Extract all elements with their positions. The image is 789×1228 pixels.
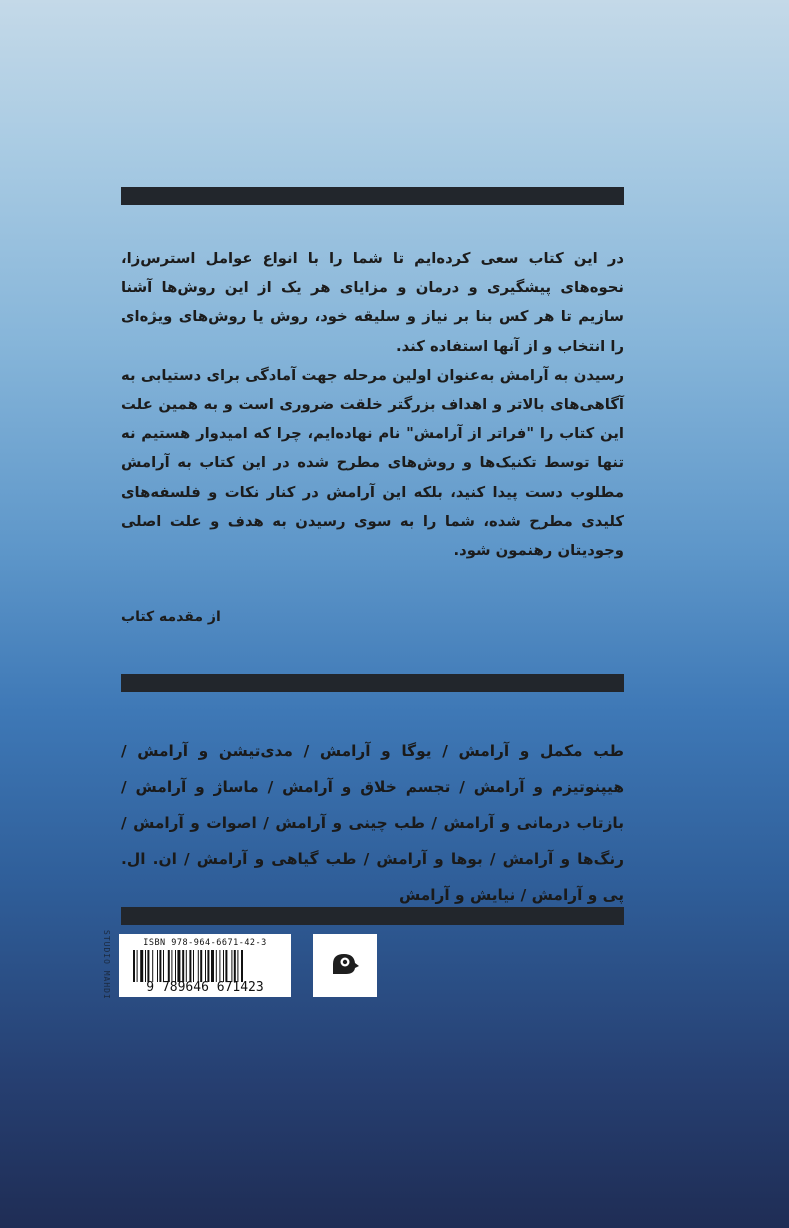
barcode-bar [140,950,143,982]
barcode-bar [159,950,161,982]
barcode-digits: 9 789646 671423 [146,980,264,995]
barcode-bar [163,950,164,982]
barcode-bar [219,950,220,982]
barcode-bar [175,950,176,982]
barcode-bar [137,950,138,982]
barcode-bar [198,950,199,982]
barcode-bar [133,950,135,982]
barcode-bar [234,950,236,982]
intro-paragraph-2: رسیدن به آرامش به‌عنوان اولین مرحله جهت آمادگی برای دستیابی به آگاهی‌های بالاتر و اهداف بزرگتر خلقت ضروری است و به همین علت این کتاب را "فراتر از آرامش" نام نهاده‌ایم، چرا که امیدوار هستیم نه تنها توسط تکنیک‌ها و روش‌های مطرح شده در این کتاب به آرامش مطلوب دست پیدا کنید، بلکه این آرامش در کنار نکات و فلسفه‌های کلیدی مطرح شده، شما را به سوی رسیدن به هدف و علت اصلی وجودیتان رهنمون شود. [121,366,624,560]
barcode-bar [216,950,217,982]
publisher-logo [313,934,377,997]
barcode-bar [171,950,172,982]
top-divider-bar [121,187,624,205]
barcode-bar [168,950,170,982]
barcode-bar [147,950,149,982]
middle-divider-bar [121,674,624,692]
bottom-divider-bar [121,907,624,925]
barcode-bar [207,950,209,982]
barcode-bar [241,950,243,982]
barcode-bar [237,950,238,982]
barcode-bar [200,950,202,982]
barcode-bars [131,950,279,982]
barcode-bar [193,950,194,982]
barcode-bar [225,950,227,982]
barcode-bar [211,950,214,982]
barcode-bar [157,950,158,982]
intro-text [121,244,624,565]
barcode-bar [145,950,146,982]
bird-head-icon [330,950,360,980]
barcode [119,934,291,997]
barcode-bar [186,950,187,982]
barcode-bar [189,950,191,982]
intro-source: از مقدمه کتاب [121,609,221,625]
barcode-bar [152,950,153,982]
topics-list: طب مکمل و آرامش / یوگا و آرامش / مدی‌تیشن و آرامش / هیپنوتیزم و آرامش / تجسم خلاق و آرامش / ماساژ و آرامش / بازتاب درمانی و آرامش / طب چینی و آرامش / اصوات و آرامش / رنگ‌ها و آرامش / بوها و آرامش / طب گیاهی و آرامش / ان. ال. پی و آرامش / نیایش و آرامش [121,742,624,904]
barcode-bar [182,950,184,982]
isbn-label: ISBN 978-964-6671-42-3 [143,938,267,948]
barcode-bar [205,950,206,982]
barcode-bar [231,950,232,982]
barcode-bar [223,950,224,982]
barcode-bar [177,950,180,982]
studio-credit: STUDIO MAHDI [102,930,111,1000]
intro-paragraph-1: در این کتاب سعی کرده‌ایم تا شما را با انواع عوامل استرس‌زا، نحوه‌های پیشگیری و درمان و مزایای هر یک از این روش‌ها آشنا سازیم تا هر کس بنا بر نیاز و سلیقه خود، روش یا روش‌های ویژه‌ای را انتخاب و از آنها استفاده کند. [121,250,624,355]
